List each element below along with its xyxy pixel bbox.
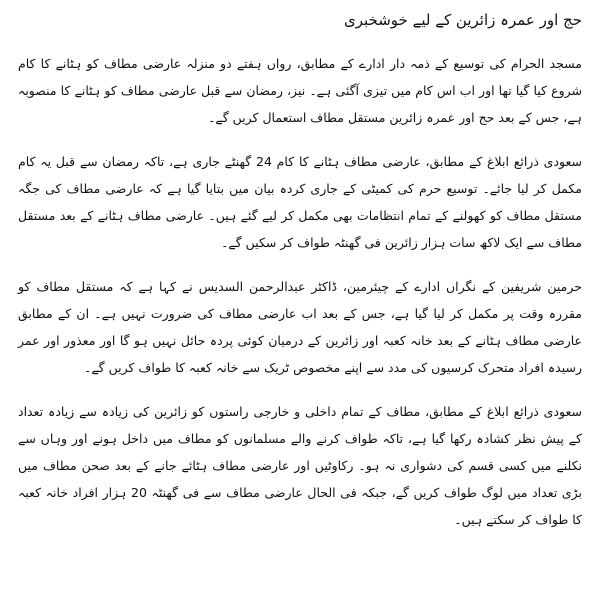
article-title: حج اور عمرہ زائرین کے لیے خوشخبری (344, 11, 582, 29)
article-paragraph-2: سعودی ذرائع ابلاغ کے مطابق، عارضی مطاف ہٹانے کا کام 24 گھنٹے جاری ہے، تاکہ رمضان سے قبل یہ کام مکمل کر لیا جائے۔ توسیع حرم کی کمیٹی کے جاری کردہ بیان میں بتایا گیا ہے کہ عارضی مطاف کی جگہ مستقل مطاف کو کھولنے کے تمام انتظامات بھی مکمل کر لیے گئے ہیں۔ عارضی مطاف ہٹانے کے بعد مستقل مطاف سے ایک لاکھ سات ہزار زائرین فی گھنٹہ طواف کر سکیں گے۔ (18, 154, 582, 250)
article-paragraph-4: سعودی ذرائع ابلاغ کے مطابق، مطاف کے تمام داخلی و خارجی راستوں کو زائرین کی زیادہ سے زیادہ تعداد کے پیش نظر کشادہ رکھا گیا ہے، تاکہ طواف کرنے والے مسلمانوں کو مطاف میں داخل ہونے اور وہاں سے نکلنے میں کسی قسم کی دشواری نہ ہو۔ رکاوٹیں اور عارضی مطاف ہٹائے جانے کے بعد صحن مطاف میں بڑی تعداد میں لوگ طواف کریں گے، جبکہ فی الحال عارضی مطاف سے فی گھنٹہ 20 ہزار افراد خانہ کعبہ کا طواف کر سکتے ہیں۔ (18, 404, 582, 527)
article-paragraph-3: حرمین شریفین کے نگراں ادارے کے چیئرمین، ڈاکٹر عبدالرحمن السدیس نے کہا ہے کہ مستقل مطاف کو مقررہ وقت پر مکمل کر لیا گیا ہے، جس کے بعد اب عارضی مطاف کی ضرورت نہیں ہے۔ ان کے مطابق عارضی مطاف ہٹانے کے بعد خانہ کعبہ اور زائرین کے درمیان کوئی پردہ حائل نہیں ہو گا اور معذور اور عمر رسیدہ افراد متحرک کرسیوں کی مدد سے اپنے مخصوص ٹریک سے خانہ کعبہ کا طواف کریں گے۔ (18, 279, 582, 375)
article-paragraph-1: مسجد الحرام کی توسیع کے ذمہ دار ادارے کے مطابق، رواں ہفتے دو منزلہ عارضی مطاف کو ہٹانے کا کام شروع کیا گیا تھا اور اب اس کام میں تیزی آگئی ہے۔ نیز، رمضان سے قبل عارضی مطاف کو ہٹانے کا منصوبہ ہے، جس کے بعد حج اور عمرہ زائرین مستقل مطاف استعمال کریں گے۔ (18, 56, 582, 125)
